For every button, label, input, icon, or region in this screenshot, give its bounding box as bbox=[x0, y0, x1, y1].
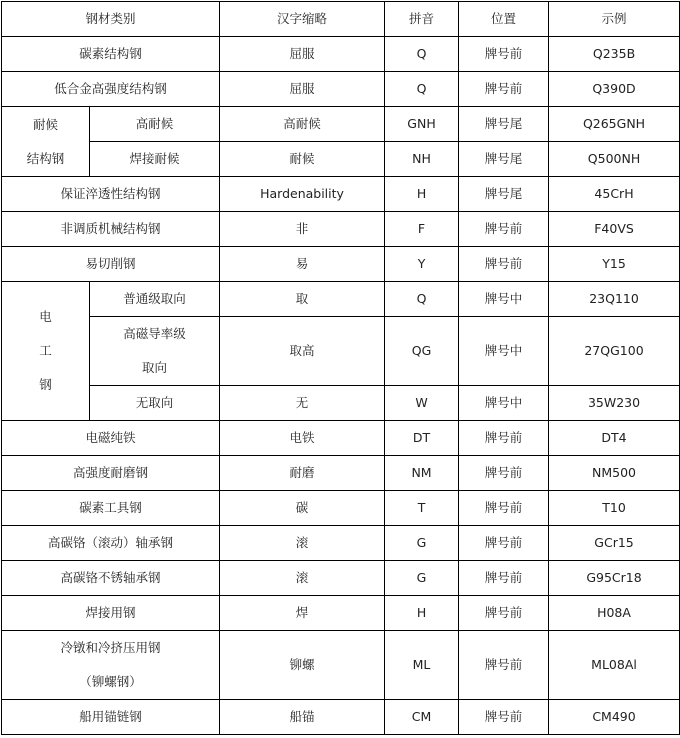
table-row bbox=[2, 37, 680, 72]
abbr-cell: 易 bbox=[220, 247, 385, 282]
position-cell: 牌号尾 bbox=[459, 142, 549, 177]
table-row bbox=[2, 142, 680, 177]
steel-designation-table bbox=[1, 1, 680, 735]
pinyin-cell: Q bbox=[385, 37, 459, 72]
category-cell: 碳素结构钢 bbox=[2, 37, 220, 72]
pinyin-cell: CM bbox=[385, 700, 459, 735]
position-cell: 牌号前 bbox=[459, 247, 549, 282]
position-cell: 牌号前 bbox=[459, 596, 549, 631]
pinyin-cell: NH bbox=[385, 142, 459, 177]
example-cell: 35W230 bbox=[549, 386, 680, 421]
example-cell: Q235B bbox=[549, 37, 680, 72]
table-row bbox=[2, 526, 680, 561]
example-cell: 45CrH bbox=[549, 177, 680, 212]
table-row bbox=[2, 212, 680, 247]
table-row bbox=[2, 282, 680, 317]
category-cell bbox=[2, 631, 220, 700]
header-abbr: 汉字缩略 bbox=[220, 2, 385, 37]
pinyin-cell: W bbox=[385, 386, 459, 421]
table-row bbox=[2, 72, 680, 107]
subcategory-cell: 焊接耐候 bbox=[90, 142, 220, 177]
example-cell: 23Q110 bbox=[549, 282, 680, 317]
abbr-cell: 取 bbox=[220, 282, 385, 317]
subcategory-cell: 普通级取向 bbox=[90, 282, 220, 317]
position-cell: 牌号前 bbox=[459, 631, 549, 700]
table-row bbox=[2, 107, 680, 142]
category-cell: 船用锚链钢 bbox=[2, 700, 220, 735]
abbr-cell: 屈服 bbox=[220, 72, 385, 107]
pinyin-cell: G bbox=[385, 561, 459, 596]
abbr-cell: Hardenability bbox=[220, 177, 385, 212]
category-cell: 电磁纯铁 bbox=[2, 421, 220, 456]
abbr-cell: 耐候 bbox=[220, 142, 385, 177]
abbr-cell: 电铁 bbox=[220, 421, 385, 456]
example-cell: F40VS bbox=[549, 212, 680, 247]
table-row bbox=[2, 177, 680, 212]
abbr-cell: 滚 bbox=[220, 526, 385, 561]
position-cell: 牌号中 bbox=[459, 282, 549, 317]
abbr-cell: 非 bbox=[220, 212, 385, 247]
position-cell: 牌号中 bbox=[459, 317, 549, 386]
position-cell: 牌号尾 bbox=[459, 107, 549, 142]
category-cell: 高碳铬（滚动）轴承钢 bbox=[2, 526, 220, 561]
abbr-cell: 铆螺 bbox=[220, 631, 385, 700]
pinyin-cell: QG bbox=[385, 317, 459, 386]
abbr-cell: 屈服 bbox=[220, 37, 385, 72]
category-cell: 低合金高强度结构钢 bbox=[2, 72, 220, 107]
group-label-line: 结构钢 bbox=[26, 150, 65, 166]
header-position: 位置 bbox=[459, 2, 549, 37]
header-category: 钢材类别 bbox=[2, 2, 220, 37]
abbr-cell: 船锚 bbox=[220, 700, 385, 735]
pinyin-cell: H bbox=[385, 596, 459, 631]
example-cell: NM500 bbox=[549, 456, 680, 491]
abbr-cell: 碳 bbox=[220, 491, 385, 526]
pinyin-cell: Y bbox=[385, 247, 459, 282]
category-line: （铆螺钢） bbox=[79, 674, 142, 689]
pinyin-cell: DT bbox=[385, 421, 459, 456]
pinyin-cell: GNH bbox=[385, 107, 459, 142]
abbr-cell: 焊 bbox=[220, 596, 385, 631]
example-cell: Q500NH bbox=[549, 142, 680, 177]
pinyin-cell: T bbox=[385, 491, 459, 526]
position-cell: 牌号前 bbox=[459, 72, 549, 107]
group-cell-electrical-steel bbox=[2, 282, 90, 421]
table-row bbox=[2, 456, 680, 491]
table-row bbox=[2, 247, 680, 282]
table-row bbox=[2, 317, 680, 386]
group-label-line: 耐候 bbox=[32, 116, 58, 132]
table-row bbox=[2, 631, 680, 700]
subcategory-cell bbox=[90, 317, 220, 386]
example-cell: H08A bbox=[549, 596, 680, 631]
category-cell: 碳素工具钢 bbox=[2, 491, 220, 526]
table-row bbox=[2, 491, 680, 526]
header-pinyin: 拼音 bbox=[385, 2, 459, 37]
group-label-line: 电 bbox=[39, 309, 52, 324]
abbr-cell: 高耐候 bbox=[220, 107, 385, 142]
table-row bbox=[2, 561, 680, 596]
category-cell: 易切削钢 bbox=[2, 247, 220, 282]
category-cell: 焊接用钢 bbox=[2, 596, 220, 631]
pinyin-cell: G bbox=[385, 526, 459, 561]
abbr-cell: 耐磨 bbox=[220, 456, 385, 491]
abbr-cell: 滚 bbox=[220, 561, 385, 596]
subcategory-line: 取向 bbox=[142, 360, 168, 375]
example-cell: DT4 bbox=[549, 421, 680, 456]
table-row bbox=[2, 386, 680, 421]
category-cell: 高碳铬不锈轴承钢 bbox=[2, 561, 220, 596]
group-label-line: 钢 bbox=[39, 377, 52, 392]
category-line: 冷镦和冷挤压用钢 bbox=[60, 640, 161, 655]
position-cell: 牌号前 bbox=[459, 212, 549, 247]
pinyin-cell: NM bbox=[385, 456, 459, 491]
subcategory-line: 高磁导率级 bbox=[123, 326, 186, 341]
example-cell: 27QG100 bbox=[549, 317, 680, 386]
pinyin-cell: ML bbox=[385, 631, 459, 700]
example-cell: Q390D bbox=[549, 72, 680, 107]
group-label-line: 工 bbox=[39, 343, 52, 358]
table-row bbox=[2, 421, 680, 456]
position-cell: 牌号中 bbox=[459, 386, 549, 421]
example-cell: CM490 bbox=[549, 700, 680, 735]
example-cell: T10 bbox=[549, 491, 680, 526]
pinyin-cell: Q bbox=[385, 72, 459, 107]
header-example: 示例 bbox=[549, 2, 680, 37]
category-cell: 保证淬透性结构钢 bbox=[2, 177, 220, 212]
position-cell: 牌号尾 bbox=[459, 177, 549, 212]
pinyin-cell: F bbox=[385, 212, 459, 247]
category-cell: 高强度耐磨钢 bbox=[2, 456, 220, 491]
example-cell: Q265GNH bbox=[549, 107, 680, 142]
table-row bbox=[2, 700, 680, 735]
abbr-cell: 取高 bbox=[220, 317, 385, 386]
example-cell: GCr15 bbox=[549, 526, 680, 561]
table-row bbox=[2, 596, 680, 631]
example-cell: ML08Al bbox=[549, 631, 680, 700]
position-cell: 牌号前 bbox=[459, 421, 549, 456]
group-cell-weathering bbox=[2, 107, 90, 177]
subcategory-cell: 无取向 bbox=[90, 386, 220, 421]
position-cell: 牌号前 bbox=[459, 491, 549, 526]
example-cell: Y15 bbox=[549, 247, 680, 282]
position-cell: 牌号前 bbox=[459, 561, 549, 596]
abbr-cell: 无 bbox=[220, 386, 385, 421]
subcategory-cell: 高耐候 bbox=[90, 107, 220, 142]
header-row bbox=[2, 2, 680, 37]
position-cell: 牌号前 bbox=[459, 456, 549, 491]
pinyin-cell: Q bbox=[385, 282, 459, 317]
position-cell: 牌号前 bbox=[459, 37, 549, 72]
example-cell: G95Cr18 bbox=[549, 561, 680, 596]
pinyin-cell: H bbox=[385, 177, 459, 212]
position-cell: 牌号前 bbox=[459, 700, 549, 735]
category-cell: 非调质机械结构钢 bbox=[2, 212, 220, 247]
position-cell: 牌号前 bbox=[459, 526, 549, 561]
